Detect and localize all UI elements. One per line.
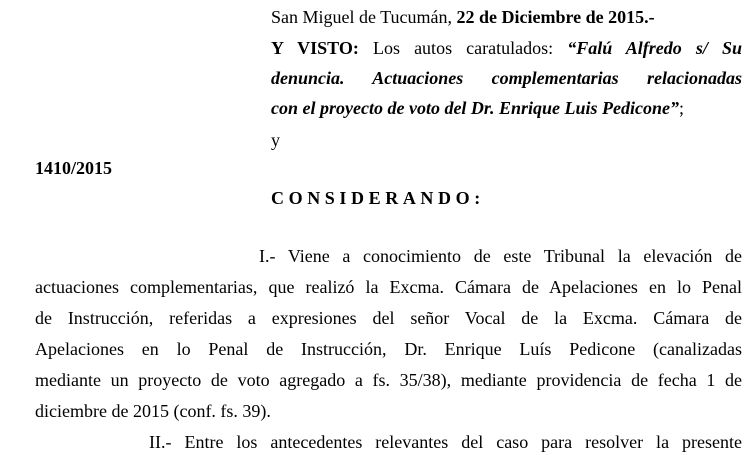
paragraph-1-line-1: I.- Viene a conocimiento de este Tribunal la elevación de — [259, 246, 742, 266]
paragraph-1-line-4: Apelaciones en lo Penal de Instrucción, Dr. Enrique Luís Pedicone (canalizadas — [35, 339, 742, 359]
visto-label: Y VISTO: — [271, 38, 359, 58]
case-title-part-2: denuncia. Actuaciones complementarias relacionadas — [271, 68, 742, 88]
place-text: San Miguel de Tucumán, — [271, 7, 453, 27]
header-line — [271, 6, 655, 28]
paragraph-1-line-5: mediante un proyecto de voto agregado a fs. 35/38), mediante providencia de fecha 1 de — [35, 370, 742, 390]
case-title-part-3: con el proyecto de voto del Dr. Enrique Luis Pedicone” — [271, 98, 679, 118]
visto-intro: Los autos caratulados: — [372, 38, 554, 58]
visto-line-3 — [271, 97, 684, 119]
case-title-part-1: “Falú Alfredo s/ Su — [567, 38, 743, 58]
considerando-heading: CONSIDERANDO: — [271, 188, 485, 208]
paragraph-1-line-6: diciembre de 2015 (conf. fs. 39). — [35, 401, 271, 421]
paragraph-1-line-2: actuaciones complementarias, que realizó la Excma. Cámara de Apelaciones en lo Penal — [35, 277, 742, 297]
case-title-tail: ; — [678, 98, 684, 118]
date-text: 22 de Diciembre de 2015.- — [456, 7, 655, 27]
visto-line-1 — [271, 37, 742, 59]
visto-y: y — [271, 130, 280, 150]
document-number: 1410/2015 — [35, 158, 113, 178]
paragraph-1-line-3: de Instrucción, referidas a expresiones del señor Vocal de la Excma. Cámara de — [35, 308, 742, 328]
paragraph-2-line-1: II.- Entre los antecedentes relevantes del caso para resolver la presente — [149, 432, 742, 452]
